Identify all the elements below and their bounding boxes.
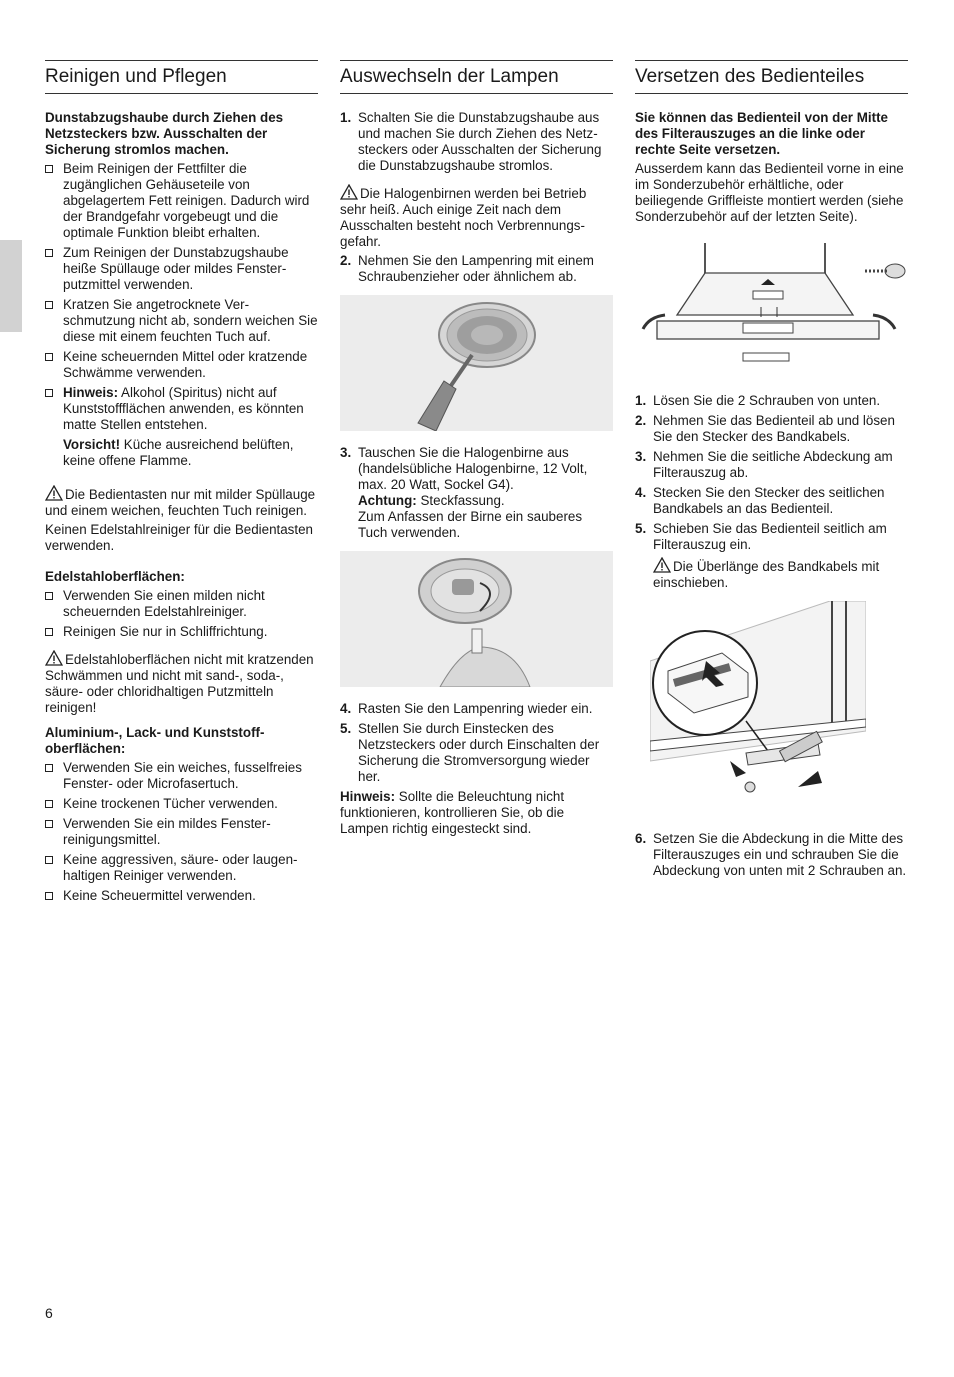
checkbox-bullet-icon — [45, 800, 53, 808]
checkbox-bullet-icon — [45, 856, 53, 864]
warning-triangle-icon — [45, 650, 63, 666]
list-item: 1. Schalten Sie die Dunstabzugshaube aus und machen Sie durch Ziehen des Netz-steckers oder Ausschalten der Sicherung die Dunstabzugshaube stromlos. — [340, 110, 602, 173]
checkbox-bullet-icon — [45, 249, 53, 257]
list-item: 2. Nehmen Sie den Lampenring mit einem Schraubenzieher oder ähnlichem ab. — [340, 253, 594, 284]
page-number: 6 — [45, 1305, 53, 1321]
warning-triangle-icon — [45, 485, 63, 501]
list-item: Reinigen Sie nur in Schliffrichtung. — [45, 624, 318, 640]
list-item: Zum Reinigen der Dunstabzugshaube heiße Spüllauge oder mildes Fenster-putzmittel verwenden. — [45, 245, 318, 293]
vorsicht-note: Vorsicht! Küche ausreichend belüften, keine offene Flamme. — [63, 437, 294, 468]
checkbox-bullet-icon — [45, 301, 53, 309]
list-item: 4. Stecken Sie den Stecker des seitlichen Bandkabels an das Bedienteil. — [635, 485, 885, 516]
list-item: Beim Reinigen der Fettfilter die zugänglichen Gehäuseteile von abgelagertem Fett reinigen. Dadurch wird der Brandgefahr vorgebeugt und die optimale Funktion bleibt erhalten. — [45, 161, 318, 241]
list-item: 3. Nehmen Sie die seitliche Abdeckung am Filterauszug ab. — [635, 449, 893, 480]
list-item: 3. Tauschen Sie die Halogenbirne aus (handelsübliche Halogenbirne, 12 Volt, max. 20 Watt, Sockel G4). Achtung: Steckfassung. Zum Anfassen der Birne ein sauberes Tuch verwenden. — [340, 445, 588, 540]
list-item: 5. Schieben Sie das Bedienteil seitlich am Filterauszug ein. — [635, 521, 887, 552]
control-intro-bold: Sie können das Bedienteil von der Mitte des Filterauszuges an die linke oder rechte Seite versetzen. — [635, 110, 888, 157]
checkbox-bullet-icon — [45, 165, 53, 173]
list-item: 6. Setzen Sie die Abdeckung in die Mitte des Filterauszuges ein und schrauben Sie die Abdeckung von unten mit 2 Schrauben an. — [635, 831, 907, 878]
list-item: Keine Scheuermittel verwenden. — [45, 888, 318, 904]
section-title-cleaning: Reinigen und Pflegen — [45, 60, 318, 94]
checkbox-bullet-icon — [45, 628, 53, 636]
warning-triangle-icon — [653, 557, 671, 573]
list-item: Keine trockenen Tücher verwenden. — [45, 796, 318, 812]
checkbox-bullet-icon — [45, 892, 53, 900]
list-item: Verwenden Sie einen milden nicht scheuernden Edelstahlreiniger. — [45, 588, 318, 620]
checkbox-bullet-icon — [45, 353, 53, 361]
checkbox-bullet-icon — [45, 820, 53, 828]
steel-list — [45, 588, 318, 640]
warning-buttons: Die Bedientasten nur mit milder Spüllauge und einem weichen, feuchten Tuch reinigen. — [45, 487, 316, 518]
warning-buttons-2: Keinen Edelstahlreiniger für die Bedientasten verwenden. — [45, 522, 313, 553]
cleaning-intro: Dunstabzugshaube durch Ziehen des Netzsteckers bzw. Ausschalten der Sicherung stromlos machen. — [45, 110, 284, 157]
lamp-ring-removal-illustration — [340, 295, 613, 431]
warning-steel: Edelstahloberflächen nicht mit kratzenden Schwämmen und nicht mit sand-, soda-, säure- oder chloridhaltigen Putzmitteln reinigen! — [45, 652, 314, 715]
section-title-control-panel: Versetzen des Bedienteiles — [635, 60, 908, 94]
control-intro: Ausserdem kann das Bedienteil vorne in eine im Sonderzubehör erhältliche, oder beiliegende Griffleiste montiert werden (siehe Sonderzubehör auf der letzten Seite). — [635, 161, 904, 224]
warning-cable: Die Überlänge des Bandkabels mit einschieben. — [653, 559, 880, 590]
column-control-panel — [635, 60, 908, 883]
lamp-steps-c — [340, 445, 613, 541]
list-item: 4. Rasten Sie den Lampenring wieder ein. — [340, 701, 593, 716]
column-cleaning — [45, 60, 318, 908]
list-item: Keine scheuernden Mittel oder kratzende Schwämme verwenden. — [45, 349, 318, 381]
side-insertion-illustration — [650, 601, 908, 815]
list-item: Keine aggressiven, säure- oder laugen-haltigen Reiniger verwenden. — [45, 852, 318, 884]
bulb-replacement-illustration — [340, 551, 613, 687]
list-item: Verwenden Sie ein weiches, fusselfreies Fenster- oder Microfasertuch. — [45, 760, 318, 792]
cleaning-list — [45, 161, 318, 433]
list-item: Hinweis: Alkohol (Spiritus) nicht auf Kunststoffflächen anwenden, es könnten matte Stellen entstehen. — [45, 385, 318, 433]
control-panel-mounting-illustration — [635, 237, 908, 377]
list-item: 5. Stellen Sie durch Einstecken des Netzsteckers oder durch Einschalten der Sicherung die Stromversorgung wieder her. — [340, 721, 600, 784]
alu-heading: Aluminium-, Lack- und Kunststoff-oberflächen: — [45, 725, 265, 756]
warning-triangle-icon — [340, 184, 358, 200]
control-steps-final — [635, 831, 908, 879]
column-lamps — [340, 60, 613, 840]
lamp-steps-b — [340, 253, 613, 285]
section-title-lamps: Auswechseln der Lampen — [340, 60, 613, 94]
list-item: 2. Nehmen Sie das Bedienteil ab und lösen Sie den Stecker des Bandkabels. — [635, 413, 895, 444]
control-steps — [635, 393, 908, 553]
lamp-steps-d — [340, 701, 613, 785]
lamp-hinweis: Hinweis: Sollte die Beleuchtung nicht funktionieren, kontrollieren Sie, ob die Lampen richtig eingesteckt sind. — [340, 789, 565, 836]
alu-list — [45, 760, 318, 904]
checkbox-bullet-icon — [45, 592, 53, 600]
checkbox-bullet-icon — [45, 764, 53, 772]
lamp-steps-a — [340, 110, 613, 174]
side-tab-marker — [0, 240, 22, 332]
list-item: 1. Lösen Sie die 2 Schrauben von unten. — [635, 393, 881, 408]
list-item: Verwenden Sie ein mildes Fenster-reinigungsmittel. — [45, 816, 318, 848]
steel-heading: Edelstahloberflächen: — [45, 569, 185, 584]
checkbox-bullet-icon — [45, 389, 53, 397]
warning-halogen: Die Halogenbirnen werden bei Betrieb sehr heiß. Auch einige Zeit nach dem Ausschalten besteht noch Verbrennungs-gefahr. — [340, 186, 587, 249]
list-item: Kratzen Sie angetrocknete Ver-schmutzung nicht ab, sondern weichen Sie diese mit einem feuchten Tuch auf. — [45, 297, 318, 345]
